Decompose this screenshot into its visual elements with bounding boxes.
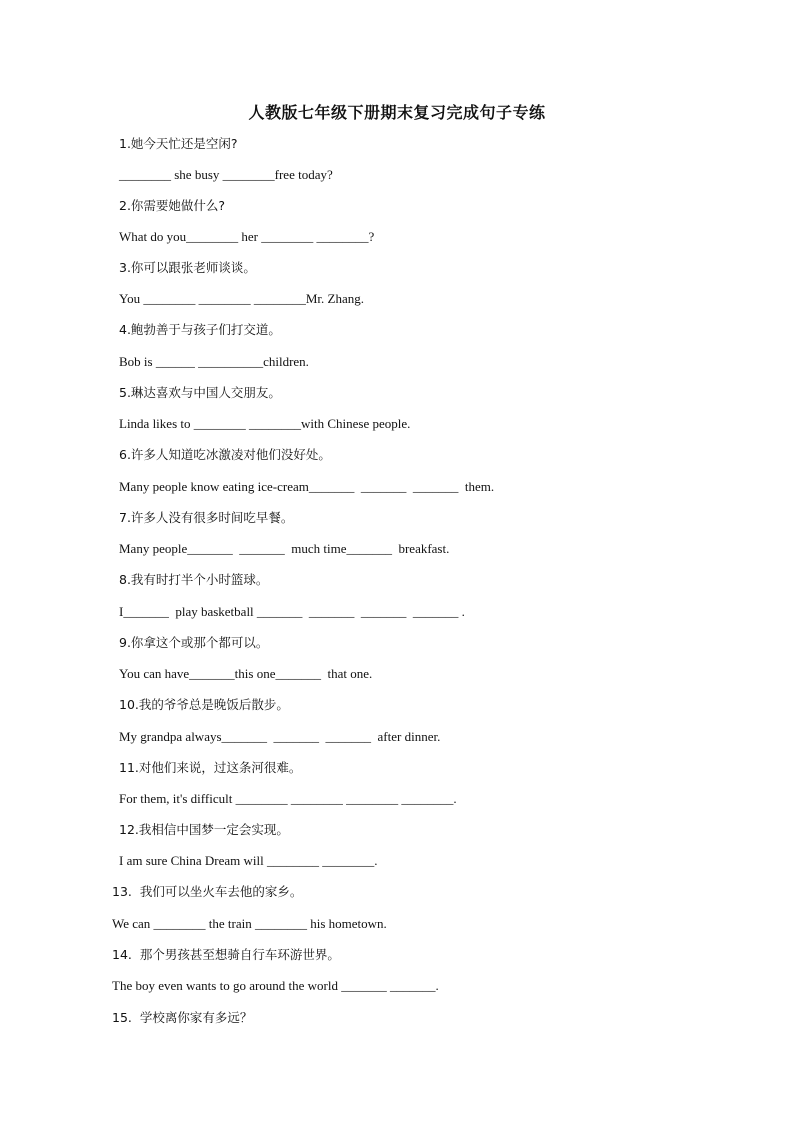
question-5-english: Linda likes to ________ ________with Chinese people. — [119, 416, 411, 431]
question-3-english: You ________ ________ ________Mr. Zhang. — [119, 291, 364, 306]
question-1-chinese: 1.她今天忙还是空闲? — [119, 136, 238, 151]
question-14-chinese: 14. 那个男孩甚至想骑自行车环游世界。 — [112, 947, 340, 962]
question-2-english: What do you________ her ________ ________? — [119, 229, 375, 244]
question-12-chinese: 12.我相信中国梦一定会实现。 — [119, 822, 289, 837]
question-8-english: I_______ play basketball _______ _______ _______ _______ . — [119, 604, 465, 619]
question-12-english: I am sure China Dream will ________ ________. — [119, 853, 378, 868]
question-6-english: Many people know eating ice-cream_______ _______ _______ them. — [119, 479, 495, 494]
question-10-chinese: 10.我的爷爷总是晚饭后散步。 — [119, 697, 289, 712]
question-4-chinese: 4.鲍勃善于与孩子们打交道。 — [119, 322, 281, 337]
question-13-chinese: 13. 我们可以坐火车去他的家乡。 — [112, 884, 303, 899]
question-3-chinese: 3.你可以跟张老师谈谈。 — [119, 260, 256, 275]
question-13-english: We can ________ the train ________ his hometown. — [112, 916, 387, 931]
page-title: 人教版七年级下册期末复习完成句子专练 — [248, 103, 546, 122]
question-8-chinese: 8.我有时打半个小时篮球。 — [119, 572, 269, 587]
question-5-chinese: 5.琳达喜欢与中国人交朋友。 — [119, 385, 281, 400]
question-11-chinese: 11.对他们来说，过这条河很难。 — [119, 760, 302, 775]
question-4-english: Bob is ______ __________children. — [119, 354, 309, 369]
question-9-english: You can have_______this one_______ that one. — [119, 666, 373, 681]
question-6-chinese: 6.许多人知道吃冰激凌对他们没好处。 — [119, 447, 331, 462]
question-14-english: The boy even wants to go around the world _______ _______. — [112, 978, 439, 993]
question-15-chinese: 15. 学校离你家有多远？ — [112, 1010, 253, 1025]
question-1-english: ________ she busy ________free today? — [119, 167, 333, 182]
question-7-english: Many people_______ _______ much time_______ breakfast. — [119, 541, 450, 556]
question-10-english: My grandpa always_______ _______ _______ after dinner. — [119, 729, 441, 744]
question-2-chinese: 2.你需要她做什么? — [119, 198, 226, 213]
question-7-chinese: 7.许多人没有很多时间吃早餐。 — [119, 510, 294, 525]
question-11-english: For them, it's difficult ________ ________ ________ ________. — [119, 791, 457, 806]
question-9-chinese: 9.你拿这个或那个都可以。 — [119, 635, 269, 650]
